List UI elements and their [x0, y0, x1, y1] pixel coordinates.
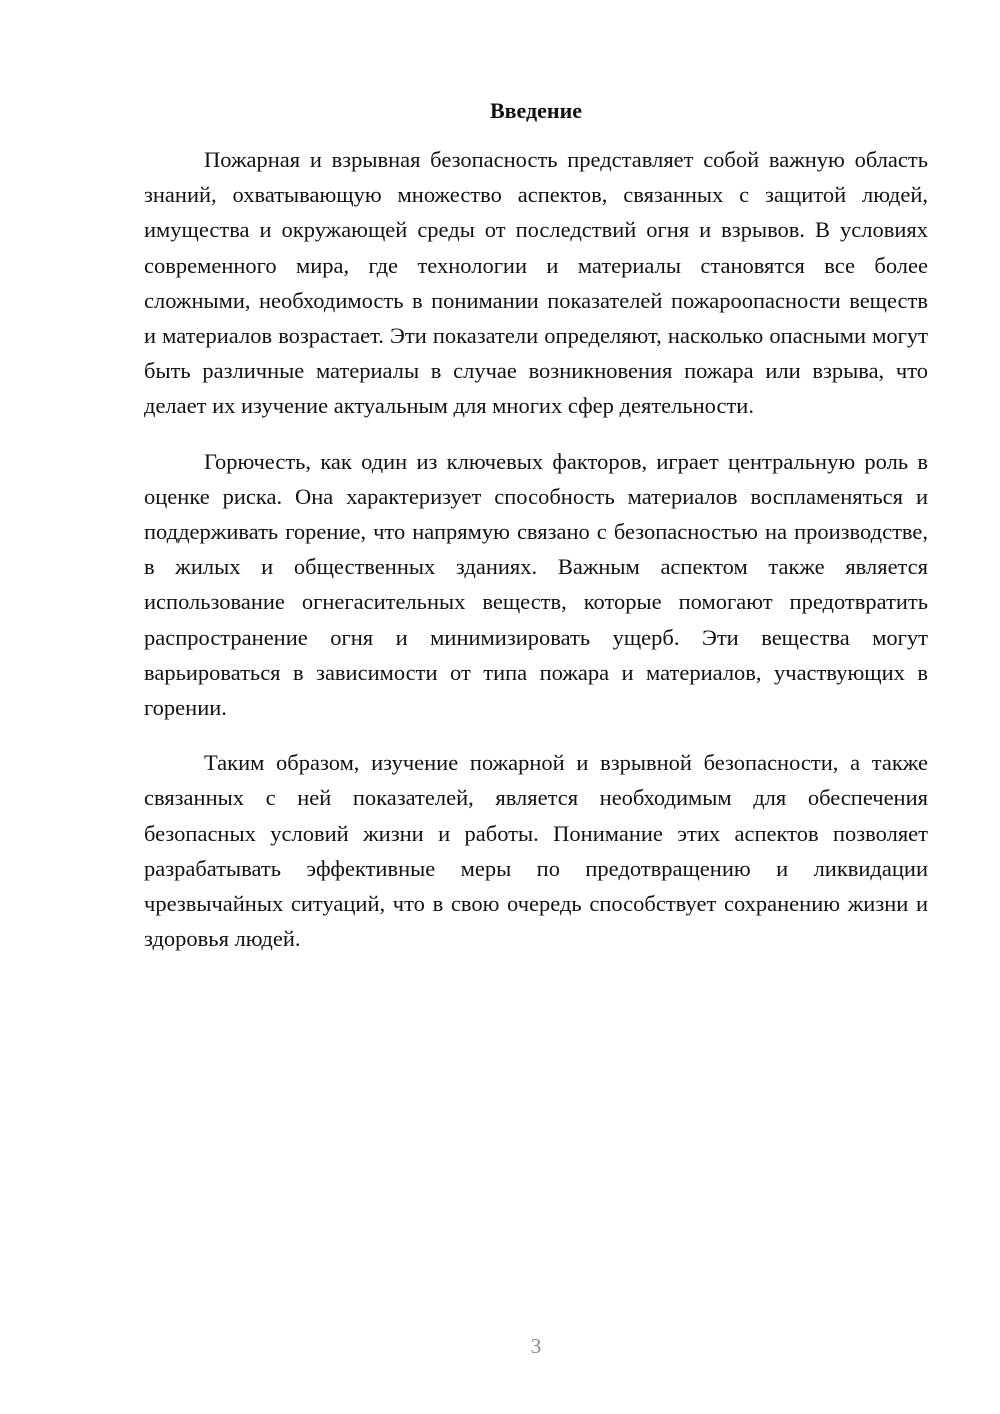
body-text — [144, 142, 928, 976]
page-number: 3 — [530, 1334, 542, 1358]
paragraph-3: Таким образом, изучение пожарной и взрывной безопасности, а также связанных с ней показателей, является необходимым для обеспечения безопасных условий жизни и работы. Понимание этих аспектов позволяет разрабатывать эффективные меры по предотвращению и ликвидации чрезвычайных ситуаций, что в свою очередь способствует сохранению жизни и здоровья людей. — [144, 750, 928, 952]
section-heading: Введение — [489, 98, 583, 123]
paragraph-1: Пожарная и взрывная безопасность представляет собой важную область знаний, охватывающую множество аспектов, связанных с защитой людей, имущества и окружающей среды от последствий огня и взрывов. В условиях современного мира, где технологии и материалы становятся все более сложными, необходимость в понимании показателей пожароопасности веществ и материалов возрастает. Эти показатели определяют, насколько опасными могут быть различные материалы в случае возникновения пожара или взрыва, что делает их изучение актуальным для многих сфер деятельности. — [144, 147, 928, 419]
paragraph-2: Горючесть, как один из ключевых факторов, играет центральную роль в оценке риска. Она характеризует способность материалов воспламеняться и поддерживать горение, что напрямую связано с безопасностью на производстве, в жилых и общественных зданиях. Важным аспектом также является использование огнегасительных веществ, которые помогают предотвратить распространение огня и минимизировать ущерб. Эти вещества могут варьироваться в зависимости от типа пожара и материалов, участвующих в горении. — [144, 448, 928, 721]
